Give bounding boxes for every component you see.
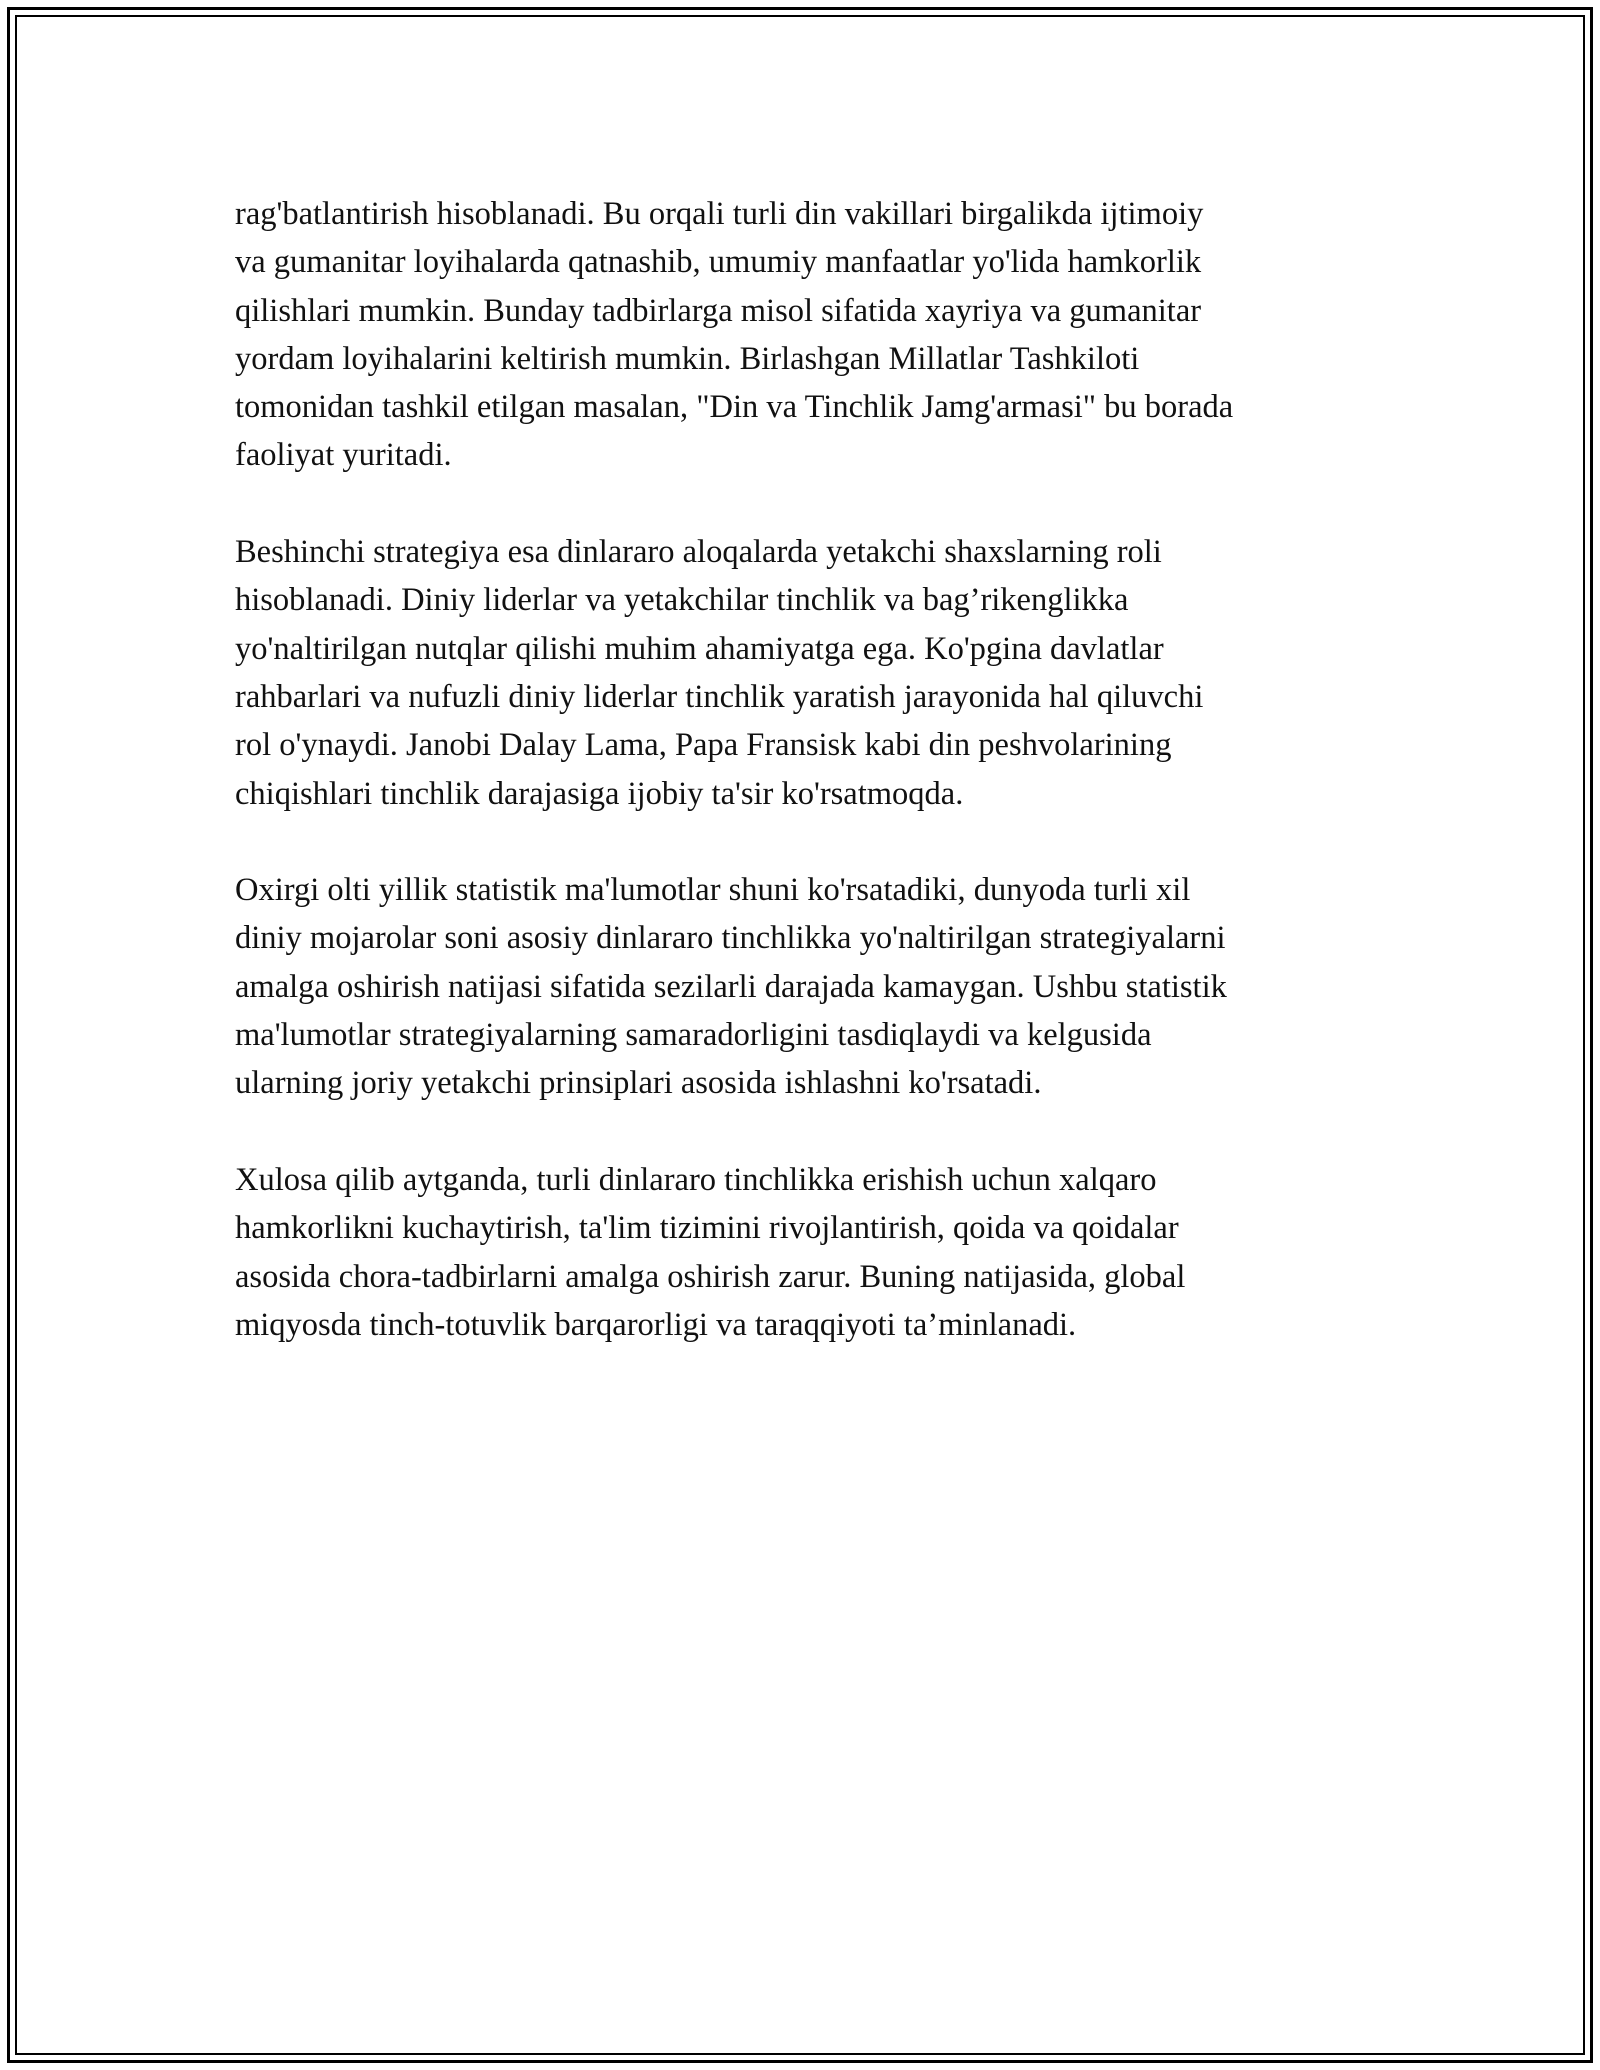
text-line: Xulosa qilib aytganda, turli dinlararo tinchlikka erishish uchun xalqaro — [235, 1161, 1157, 1198]
text-line: hisoblanadi. Diniy liderlar va yetakchilar tinchlik va bag’rikenglikka — [235, 582, 1129, 619]
text-line: Beshinchi strategiya esa dinlararo aloqalarda yetakchi shaxslarning roli — [235, 534, 1162, 571]
text-line: ma'lumotlar strategiyalarning samaradorligini tasdiqlaydi va kelgusida — [235, 1017, 1152, 1054]
text-line: rag'batlantirish hisoblanadi. Bu orqali turli din vakillari birgalikda ijtimoiy — [235, 196, 1204, 232]
text-line: miqyosda tinch-totuvlik barqarorligi va taraqqiyoti ta’minlanadi. — [235, 1306, 1077, 1343]
text-line: tomonidan tashkil etilgan masalan, "Din va Tinchlik Jamg'armasi" bu borada — [235, 389, 1234, 426]
paragraph-3 — [235, 866, 1395, 1107]
text-line: va gumanitar loyihalarda qatnashib, umumiy manfaatlar yo'lida hamkorlik — [235, 244, 1202, 281]
document-body — [235, 190, 1395, 1349]
text-line: diniy mojarolar soni asosiy dinlararo tinchlikka yo'naltirilgan strategiyalarni — [235, 920, 1226, 957]
text-line: rahbarlari va nufuzli diniy liderlar tinchlik yaratish jarayonida hal qiluvchi — [235, 678, 1204, 715]
text-line: yordam loyihalarini keltirish mumkin. Birlashgan Millatlar Tashkiloti — [235, 340, 1140, 377]
text-line: ularning joriy yetakchi prinsiplari asosida ishlashni ko'rsatadi. — [235, 1065, 1042, 1102]
text-line: amalga oshirish natijasi sifatida sezilarli darajada kamaygan. Ushbu statistik — [235, 968, 1227, 1005]
text-line: qilishlari mumkin. Bunday tadbirlarga misol sifatida xayriya va gumanitar — [235, 292, 1202, 329]
text-line: hamkorlikni kuchaytirish, ta'lim tizimini rivojlantirish, qoida va qoidalar — [235, 1210, 1179, 1247]
paragraph-2 — [235, 528, 1395, 818]
text-line: faoliyat yuritadi. — [235, 437, 452, 474]
paragraph-1 — [235, 190, 1395, 480]
text-line: Oxirgi olti yillik statistik ma'lumotlar shuni ko'rsatadiki, dunyoda turli xil — [235, 872, 1191, 909]
text-line: chiqishlari tinchlik darajasiga ijobiy ta'sir ko'rsatmoqda. — [235, 775, 964, 812]
text-line: asosida chora-tadbirlarni amalga oshirish zarur. Buning natijasida, global — [235, 1258, 1186, 1295]
paragraph-4 — [235, 1156, 1395, 1349]
text-line: rol o'ynaydi. Janobi Dalay Lama, Papa Fransisk kabi din peshvolarining — [235, 727, 1172, 764]
text-line: yo'naltirilgan nutqlar qilishi muhim ahamiyatga ega. Ko'pgina davlatlar — [235, 630, 1164, 667]
